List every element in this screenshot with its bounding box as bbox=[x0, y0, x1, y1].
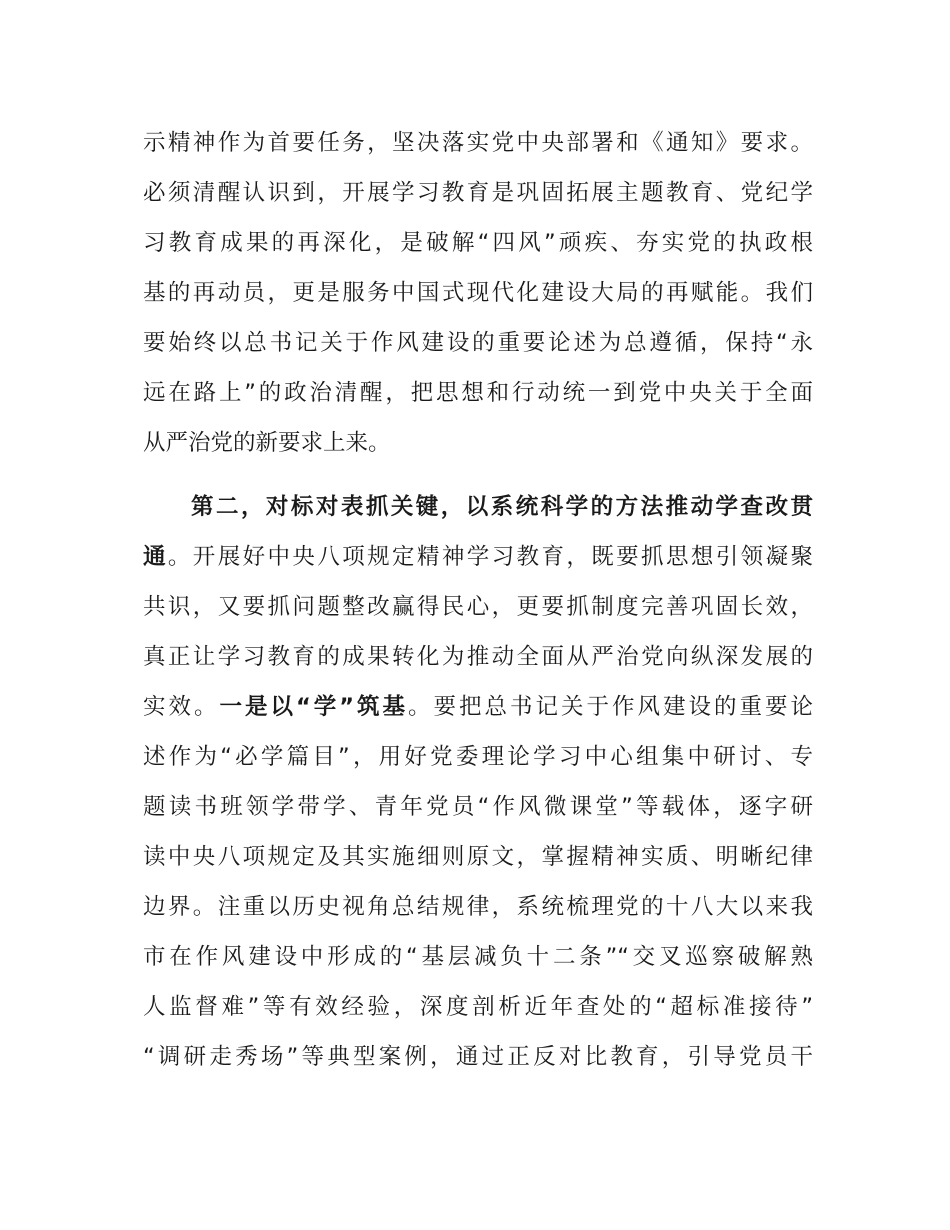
heading-end: 通 bbox=[143, 544, 168, 570]
paragraph-1-line-6: 远在路上”的政治清醒，把思想和行动统一到党中央关于全面 bbox=[143, 380, 813, 406]
paragraph-1-line-1: 示精神作为首要任务，坚决落实党中央部署和《通知》要求。 bbox=[143, 130, 813, 156]
paragraph-1-line-5: 要始终以总书记关于作风建设的重要论述为总遵循，保持“永 bbox=[143, 330, 813, 356]
paragraph-1-line-7: 从严治党的新要求上来。 bbox=[143, 430, 391, 456]
paragraph-2-line-3: 共识，又要抓问题整改赢得民心，更要抓制度完善巩固长效， bbox=[143, 594, 813, 620]
paragraph-2-line-9: 边界。注重以历史视角总结规律，系统梳理党的十八大以来我 bbox=[143, 894, 813, 920]
paragraph-2-line-10: 市在作风建设中形成的“基层减负十二条”“交叉巡察破解熟 bbox=[143, 944, 813, 970]
text: 。要把总书记关于作风建设的重要论 bbox=[408, 694, 813, 720]
paragraph-1-line-3: 习教育成果的再深化，是破解“四风”顽疾、夯实党的执政根 bbox=[143, 230, 813, 256]
paragraph-2-line-5 bbox=[143, 681, 813, 733]
paragraph-2-heading-line: 第二，对标对表抓关键，以系统科学的方法推动学查改贯 bbox=[191, 494, 813, 520]
paragraph-2-line-6: 述作为“必学篇目”，用好党委理论学习中心组集中研讨、专 bbox=[143, 744, 813, 770]
subheading: 一是以“学”筑基 bbox=[219, 694, 409, 720]
paragraph-1-line-4: 基的再动员，更是服务中国式现代化建设大局的再赋能。我们 bbox=[143, 280, 813, 306]
paragraph-2-line-8: 读中央八项规定及其实施细则原文，掌握精神实质、明晰纪律 bbox=[143, 844, 813, 870]
text: 实效。 bbox=[143, 694, 220, 720]
paragraph-2-line-12: “调研走秀场”等典型案例，通过正反对比教育，引导党员干 bbox=[143, 1044, 813, 1070]
paragraph-2-line-11: 人监督难”等有效经验，深度剖析近年查处的“超标准接待” bbox=[143, 994, 813, 1020]
paragraph-1-line-2: 必须清醒认识到，开展学习教育是巩固拓展主题教育、党纪学 bbox=[143, 180, 813, 206]
paragraph-2-line-2 bbox=[143, 531, 813, 583]
paragraph-2-line-4: 真正让学习教育的成果转化为推动全面从严治党向纵深发展的 bbox=[143, 644, 813, 670]
text: 。开展好中央八项规定精神学习教育，既要抓思想引领凝聚 bbox=[167, 544, 813, 570]
paragraph-2-line-7: 题读书班领学带学、青年党员“作风微课堂”等载体，逐字研 bbox=[143, 794, 813, 820]
